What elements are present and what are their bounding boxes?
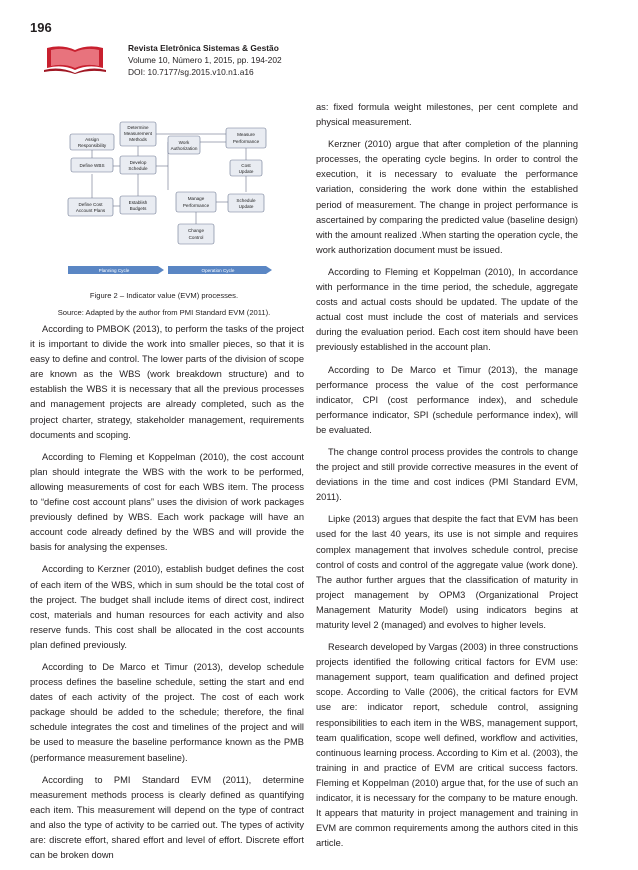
- evm-process-diagram: [62, 118, 284, 278]
- journal-header: [128, 42, 282, 78]
- box-label: Determine: [127, 125, 149, 130]
- box-label: Manage: [187, 196, 205, 201]
- paragraph: Research developed by Vargas (2003) in three constructions projects identified the following critical factors for EVM use: management support, team qualification and defined project scope. According to Valle (2006), the critical factors for EVM use are: indicator report, schedule control, assigning responsibilities to each item in the WBS, management support, team qualification, scope well defined, workflow and activities, continuous learning process. According to Kim et al. (2003), the training in and practice of EVM are critical success factors. Fleming et Koppelman (2010) argue that, for the use of such an indicator, it is necessary for the company to be mature enough. It appears that maturity in project management and training in EVM are common requirements among the authors cited in this article.: [316, 642, 578, 849]
- journal-title: Revista Eletrônica Sistemas & Gestão: [128, 43, 279, 53]
- box-work-authorization: [168, 136, 200, 154]
- journal-doi: DOI: 10.7177/sg.2015.v10.n1.a16: [128, 67, 254, 77]
- box-label: Update: [238, 204, 254, 209]
- box-label: Define WBS: [79, 163, 105, 168]
- figure-caption: Figure 2 – Indicator value (EVM) processes.: [89, 291, 239, 300]
- paragraph: According to PMBOK (2013), to perform the tasks of the project it is important to divide the work into smaller pieces, so that it is easy to define and control. The lower parts of the division of scope are known as the WBS (work breakdown structure) and to establish the WBS it is necessary that all the previous processes and management projects are already completed, such as the project charter, strategy, stakeholder management, requirements documents and scoping.: [30, 324, 304, 440]
- box-label: Methods: [129, 137, 147, 142]
- page-number: 196: [30, 20, 52, 35]
- planning-cycle-label: Planning Cycle: [98, 268, 130, 273]
- operation-cycle-arrow: [168, 266, 272, 274]
- box-label: Budgets: [129, 206, 147, 211]
- box-develop-schedule: [120, 156, 156, 174]
- paragraph: The change control process provides the controls to change the project and still provide corrective measures in the event of deviations in the time and cost indices (PMI Standard EVM, 2011).: [316, 446, 578, 503]
- left-column: [30, 322, 304, 870]
- box-label: Account Plans: [75, 208, 106, 213]
- paragraph: According to De Marco et Timur (2013), the manage performance process the value of the cost performance indicator, CPI (cost performance index), and schedule performance indicator, SPI (schedule performance index), will be evaluated.: [316, 364, 578, 435]
- paragraph: Lipke (2013) argues that despite the fact that EVM has been used for the last 40 years, its use is not simple and requires complex management that involves schedule control, precise control of costs and control of the aggregate value (work done). The author further argues that the classification of maturity in project management by OPM3 (Organizational Project Management Maturity Model) using indicators begins at maturity level 2 (managed) and evolves to higher levels.: [316, 514, 578, 630]
- box-define-wbs: [71, 158, 113, 172]
- paragraph: Kerzner (2010) argue that after completion of the planning processes, the operating cycle begins. In order to control the execution, it is necessary to evaluate the performance variation, considering the work done within the established period of measurement. The change in project performance is ascertained by comparing the predicted value (baseline design) with the amount realized .When starting the operation cycle, the work authorization document must be issued.: [316, 139, 579, 255]
- paragraph: as: fixed formula weight milestones, per cent complete and physical measurement.: [316, 102, 578, 128]
- planning-cycle-arrow: [68, 266, 164, 274]
- box-label: Update: [238, 169, 254, 174]
- box-change-control: [178, 224, 214, 244]
- box-manage-performance: [176, 192, 216, 212]
- box-cost-update: [230, 160, 262, 176]
- box-label: Work: [178, 140, 190, 145]
- paragraph: According to Fleming et Koppelman (2010), In accordance with performance in the time period, the schedule, aggregate costs and actual costs should be updated. The update of the actual cost must include the cost of materials and services during the evaluation period. Each cost item should have been previously established in the account plan.: [316, 266, 578, 353]
- box-label: Establish: [128, 200, 148, 205]
- box-label: Control: [188, 235, 204, 240]
- box-define-cost-account-plans: [68, 198, 113, 216]
- paragraph: According to PMI Standard EVM (2011), determine measurement methods process is clearly defined as quantifying each item. This measurement will depend on the type of contract and also the type of activity to be carried out. The types of activity are: discrete effort, shared effort and level of effort. Discrete effort can be broken down: [30, 774, 304, 861]
- box-label: Develop: [129, 160, 147, 165]
- box-label: Assign: [85, 137, 99, 142]
- figure-source: Source: Adapted by the author from PMI Standard EVM (2011).: [57, 308, 271, 317]
- box-label: Cost: [241, 163, 251, 168]
- journal-volume: Volume 10, Número 1, 2015, pp. 194-202: [128, 55, 282, 65]
- box-label: Change: [187, 228, 205, 233]
- box-label: Define Cost: [78, 202, 103, 207]
- box-schedule-update: [228, 194, 264, 212]
- paragraph: According to Fleming et Koppelman (2010), the cost account plan should integrate the WBS with the work to be performed, allowing measurements of cost for each WBS item. The process to “define cost account plans” uses the division of work packages previously defined by WBS. Each work package will have an account code already defined by the WBS and will provide the basis for analysing the expenses.: [30, 451, 304, 553]
- paragraph: According to De Marco et Timur (2013), develop schedule process defines the baseline schedule, setting the start and end dates of each activity of the project. The cost of each work package should be added to the schedule; therefore, the final schedule integrates the cost and timelines of the project and will be used to measure the baseline performance known as the PMB (performance measurement baseline).: [30, 661, 304, 763]
- box-establish-budgets: [120, 196, 156, 214]
- box-determine-measurement-methods: [120, 122, 156, 146]
- box-label: Performance: [232, 139, 260, 144]
- box-measure-performance: [226, 128, 266, 148]
- box-label: Responsibility: [77, 143, 107, 148]
- box-label: Measurement: [123, 131, 153, 136]
- box-label: Authorization: [170, 146, 198, 151]
- box-label: Schedule: [128, 166, 148, 171]
- box-label: Schedule: [236, 198, 256, 203]
- operation-cycle-label: Operation Cycle: [201, 268, 235, 273]
- paragraph: According to Kerzner (2010), establish budget defines the cost of each item of the WBS, which in sum should be the total cost of the project. The budget shall include items of direct cost, indirect cost, materials and human resources for each activity and also reserve funds. This cost shall be allocated in the cost accounts plan defined previously.: [30, 564, 304, 650]
- box-label: Performance: [182, 203, 210, 208]
- box-assign-responsibility: [70, 134, 114, 150]
- right-column: [316, 100, 578, 858]
- open-book-logo-icon: [44, 44, 106, 74]
- box-label: Measure: [237, 132, 255, 137]
